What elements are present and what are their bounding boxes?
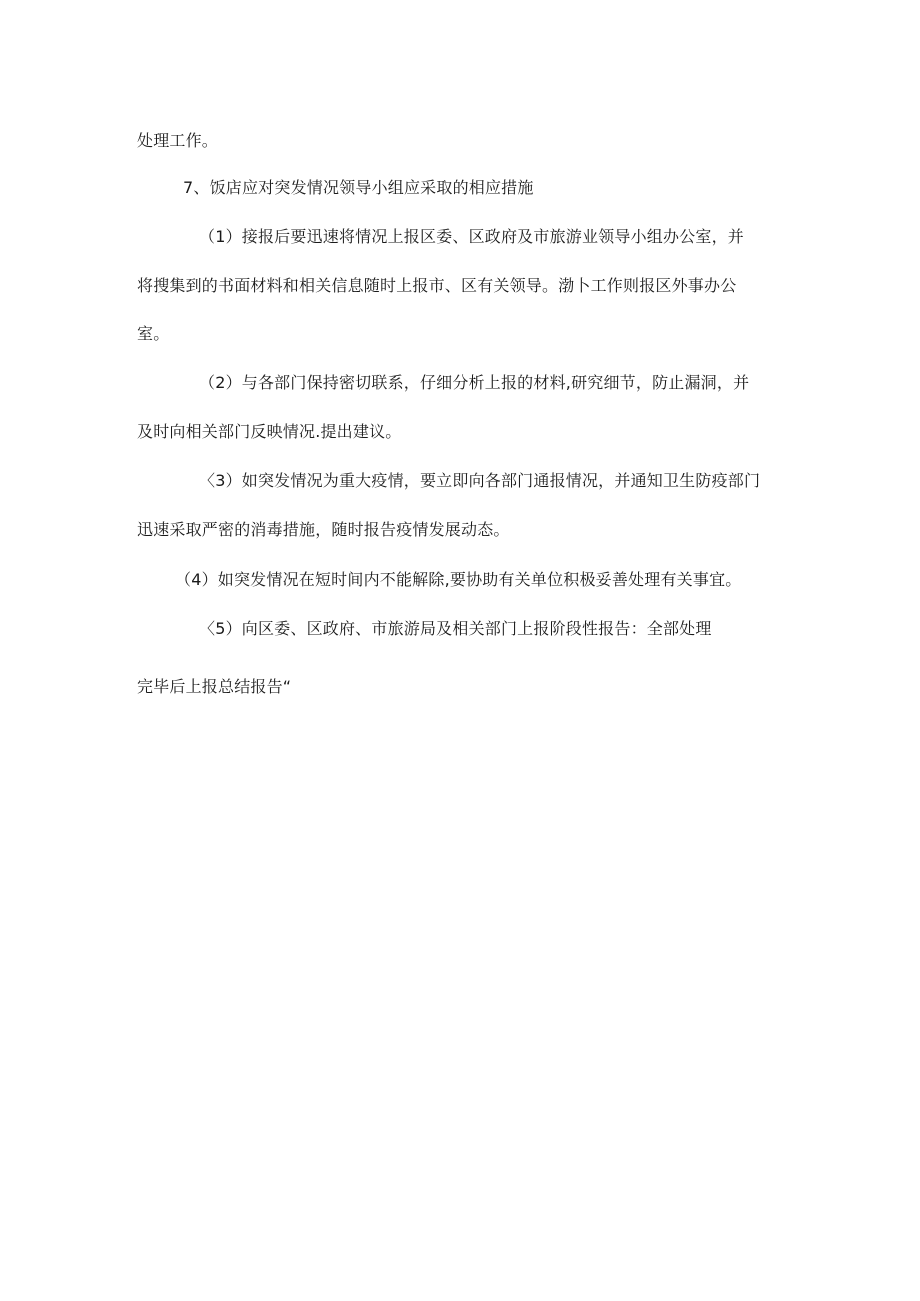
paragraph-line: 〈5）向区委、区政府、市旅游局及相关部门上报阶段性报告：全部处理	[199, 619, 712, 638]
section-heading: 7、饭店应对突发情况领导小组应采取的相应措施	[183, 178, 534, 197]
paragraph-line: （2）与各部门保持密切联系，仔细分析上报的材料,研究细节，防止漏洞，并	[199, 373, 750, 392]
paragraph-line: 室。	[137, 324, 170, 343]
paragraph-line: 完毕后上报总结报告“	[137, 677, 292, 696]
paragraph-line: 将搜集到的书面材料和相关信息随时上报市、区有关领导。渤卜工作则报区外事办公	[137, 276, 737, 295]
paragraph-line: 迅速采取严密的消毒措施，随时报告疫情发展动态。	[137, 520, 510, 539]
paragraph-line: 及时向相关部门反映情况.提出建议。	[137, 422, 402, 441]
paragraph-line: （1）接报后要迅速将情况上报区委、区政府及市旅游业领导小组办公室，并	[199, 227, 744, 246]
paragraph-line: 处理工作。	[137, 131, 219, 150]
paragraph-line: （4）如突发情况在短时间内不能解除,要协助有关单位积极妥善处理有关事宜。	[175, 570, 742, 589]
paragraph-line: 〈3）如突发情况为重大疫情，要立即向各部门通报情况，并通知卫生防疫部门	[199, 471, 761, 490]
